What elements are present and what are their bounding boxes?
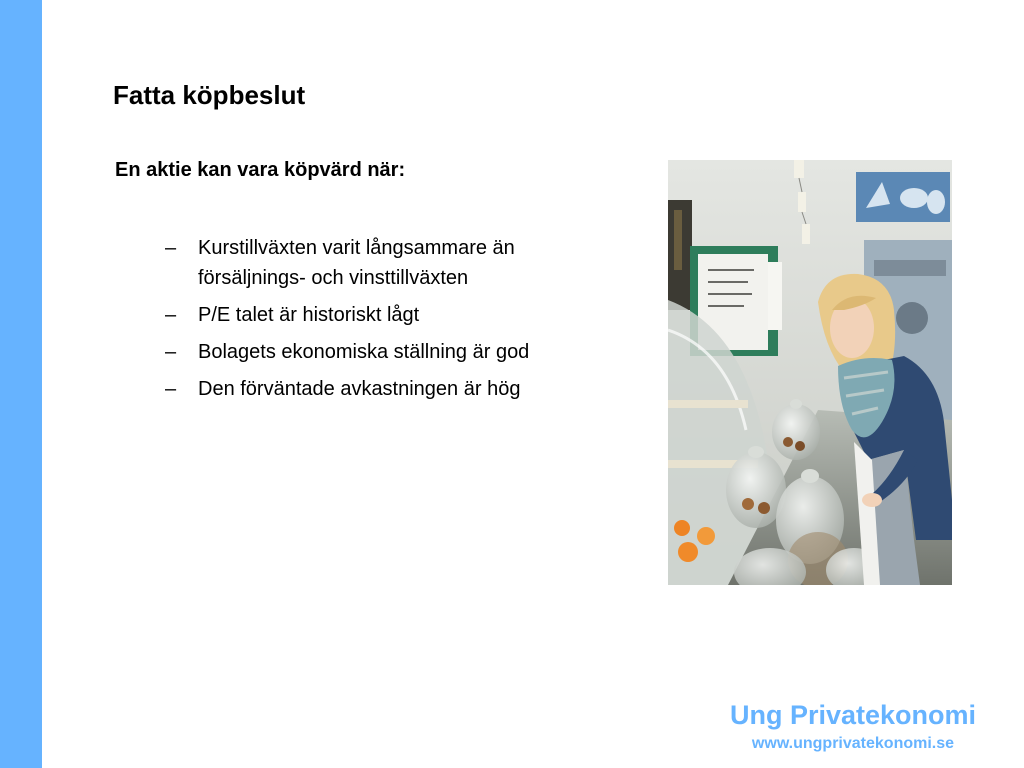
brand-name: Ung Privatekonomi <box>729 700 976 730</box>
bullet-item <box>165 233 555 293</box>
bullet-item <box>165 374 555 404</box>
slide-subtitle: En aktie kan vara köpvärd när: <box>115 159 406 181</box>
bullet-list <box>165 233 555 411</box>
dash-marker: – <box>165 341 177 363</box>
bullet-item <box>165 300 555 330</box>
dash-marker: – <box>165 304 177 326</box>
dash-marker: – <box>165 378 177 400</box>
bullet-text: Kurstillväxten varit långsammare än försäljnings- och vinsttillväxten <box>198 237 515 289</box>
bullet-text: P/E talet är historiskt lågt <box>198 304 420 326</box>
brand-footer <box>730 700 976 753</box>
cafe-photo <box>668 160 952 585</box>
bullet-item <box>165 337 555 367</box>
bullet-text: Den förväntade avkastningen är hög <box>198 378 521 400</box>
dash-marker: – <box>165 237 177 259</box>
bullet-text: Bolagets ekonomiska ställning är god <box>198 341 530 363</box>
brand-url: www.ungprivatekonomi.se <box>751 735 955 752</box>
accent-sidebar-bar <box>0 0 42 768</box>
slide-title: Fatta köpbeslut <box>113 80 306 110</box>
